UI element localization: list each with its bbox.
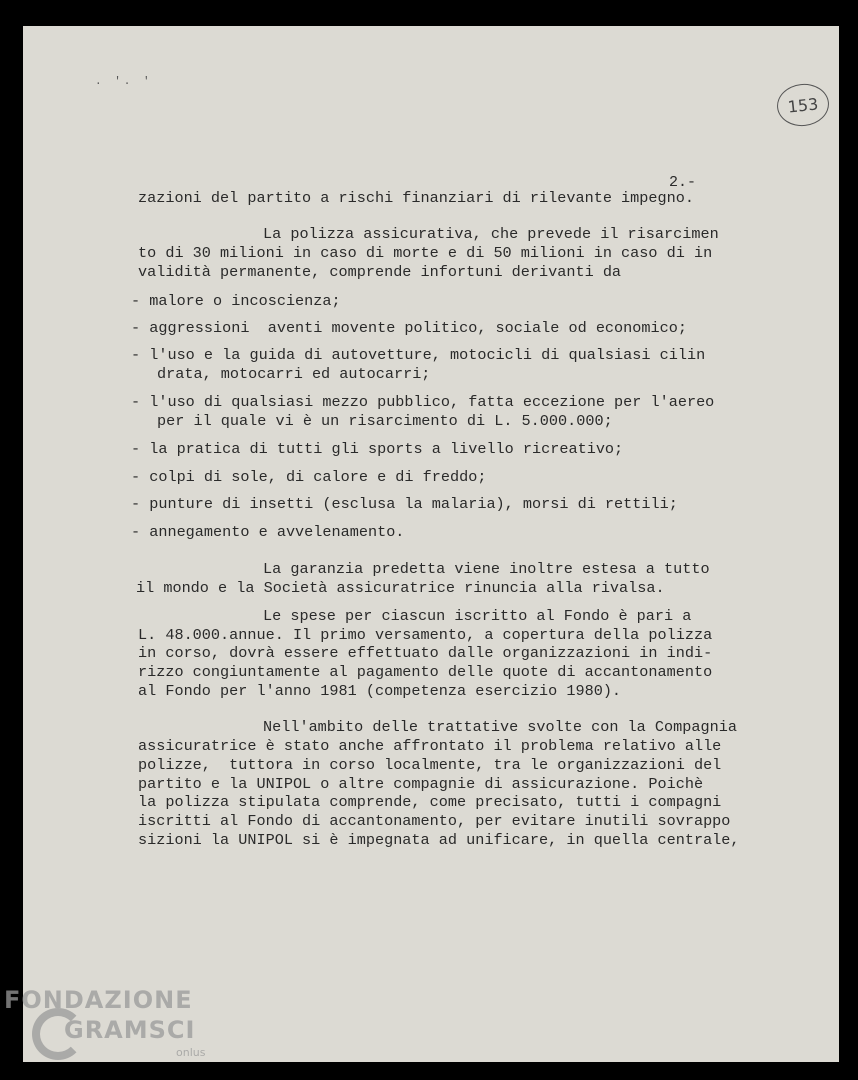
list-item: - punture di insetti (esclusa la malaria), morsi di rettili; xyxy=(131,495,678,513)
list-item: - l'uso e la guida di autovetture, motocicli di qualsiasi cilin xyxy=(131,346,706,364)
text-line: Le spese per ciascun iscritto al Fondo è pari a xyxy=(263,607,692,625)
text-line: L. 48.000.annue. Il primo versamento, a copertura della polizza xyxy=(138,626,713,644)
text-line: in corso, dovrà essere effettuato dalle organizzazioni in indi- xyxy=(138,644,713,662)
text-line: iscritti al Fondo di accantonamento, per evitare inutili sovrappo xyxy=(138,812,731,830)
text-line: validità permanente, comprende infortuni derivanti da xyxy=(138,263,622,281)
text-line: Nell'ambito delle trattative svolte con la Compagnia xyxy=(263,718,737,736)
text-line: polizze, tuttora in corso localmente, tra le organizzazioni del xyxy=(138,756,722,774)
watermark-line-2: GRAMSCI xyxy=(64,1016,196,1044)
watermark-line-3: onlus xyxy=(176,1046,206,1059)
list-item: - malore o incoscienza; xyxy=(131,292,341,310)
text-line: rizzo congiuntamente al pagamento delle quote di accantonamento xyxy=(138,663,713,681)
text-line: al Fondo per l'anno 1981 (competenza esercizio 1980). xyxy=(138,682,622,700)
margin-marks: . '. ' xyxy=(95,76,153,88)
text-line: sizioni la UNIPOL si è impegnata ad unificare, in quella centrale, xyxy=(138,831,740,849)
watermark-line-1: FONDAZIONE xyxy=(4,986,193,1014)
text-line: La polizza assicurativa, che prevede il risarcimen xyxy=(263,225,719,243)
page-number: 2.- xyxy=(669,174,697,191)
fondazione-gramsci-watermark xyxy=(4,986,206,1059)
document-page xyxy=(23,26,839,1062)
list-item: - annegamento e avvelenamento. xyxy=(131,523,405,541)
list-item: - aggressioni aventi movente politico, sociale od economico; xyxy=(131,319,687,337)
list-item: - la pratica di tutti gli sports a livello ricreativo; xyxy=(131,440,624,458)
text-line: il mondo e la Società assicuratrice rinuncia alla rivalsa. xyxy=(136,579,665,597)
list-item-continuation: per il quale vi è un risarcimento di L. 5.000.000; xyxy=(157,412,613,430)
text-line: partito e la UNIPOL o altre compagnie di assicurazione. Poichè xyxy=(138,775,704,793)
text-line: la polizza stipulata comprende, come precisato, tutti i compagni xyxy=(138,793,722,811)
text-line: to di 30 milioni in caso di morte e di 50 milioni in caso di in xyxy=(138,244,713,262)
text-line: assicuratrice è stato anche affrontato il problema relativo alle xyxy=(138,737,722,755)
text-line: La garanzia predetta viene inoltre estesa a tutto xyxy=(263,560,710,578)
list-item-continuation: drata, motocarri ed autocarri; xyxy=(157,365,431,383)
list-item: - colpi di sole, di calore e di freddo; xyxy=(131,468,487,486)
list-item: - l'uso di qualsiasi mezzo pubblico, fatta eccezione per l'aereo xyxy=(131,393,715,411)
text-line: zazioni del partito a rischi finanziari di rilevante impegno. xyxy=(138,189,694,207)
archive-stamp: 153 xyxy=(775,81,831,128)
